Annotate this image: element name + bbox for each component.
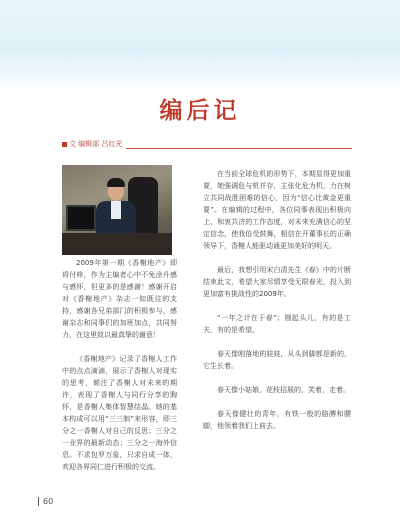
- byline: [62, 139, 126, 149]
- right-column: [203, 168, 351, 432]
- byline-rule: [122, 148, 352, 149]
- page-title: 编后记: [159, 98, 241, 124]
- right-paragraph-4: 春天像刚落地的娃娃，从头到脚都是新的，它生长着。: [203, 350, 351, 370]
- header-band-pattern: [0, 50, 400, 90]
- photo-desk: [62, 233, 172, 255]
- photo-monitor: [66, 205, 96, 231]
- author-photo: [62, 165, 172, 255]
- right-paragraph-2: 最后，我想引用宋白清先生《春》中的片断结束此文，希望大家尽情享受无限春光，投入到更加富有挑战性的2009年。: [203, 266, 351, 298]
- right-paragraph-5: 春天像小姑娘，花枝招展的，笑着，走着。: [217, 386, 350, 394]
- byline-text: 文 编辑部 吕红光: [69, 140, 123, 148]
- right-paragraph-1: 在当前全球危机的形势下，本期显得更加重要，她强调危与机并存，主张化危为机，力在树立共同战胜困难的信心，因为“信心比黄金更重要”。在编辑的过程中，各位同事表现出积极向上、和衷共济的工作态度，对未来充满信心的坚定信念，使我倍受鼓舞，相信在开董事长的正确领导下，香榭人能驱动通更加美好的明天。: [203, 170, 351, 250]
- photo-person-shirt: [111, 201, 121, 219]
- page-number: 60: [43, 497, 54, 506]
- right-paragraph-6: 春天像健壮的青年，有铁一般的胳膊和腰脚，他领着我们上前去。: [203, 410, 351, 430]
- photo-person-hair: [107, 178, 125, 187]
- right-paragraph-3: “一年之计在于春”；刚起头儿，有的是工夫，有的是希望。: [203, 314, 351, 334]
- left-paragraph-1: 2009年第一期《香榭地产》即将付梓，作为主编者心中不免涂升感与感怀，但更多的是感谢！感谢开启对《香榭地产》杂志一如既往的支持，感谢各兄弟部门的积极参与，感谢杂志和同事们的加班加点，共同努力，在这里致以最真挚的谢意！: [62, 259, 177, 339]
- footer-bar: [38, 497, 39, 506]
- page-footer: [38, 497, 53, 506]
- byline-square-icon: [62, 142, 67, 147]
- left-paragraph-2: 《香榭地产》记录了香榭人工作中的点点滴滴，展示了香榭人对现实的思考，倾注了香榭人对未来的期许，表现了香榭人与同行分享的胸怀，是香榭人集体智慧结晶。她的基本构成可以用“三三制”来形容，即三分之一香榭人对自己的反思；三分之一业界的最新动态；三分之一海外信息。不求包罗万象，只求自成一体，欢迎各界同仁进行积极的交流。: [62, 355, 177, 471]
- left-column: [62, 257, 177, 473]
